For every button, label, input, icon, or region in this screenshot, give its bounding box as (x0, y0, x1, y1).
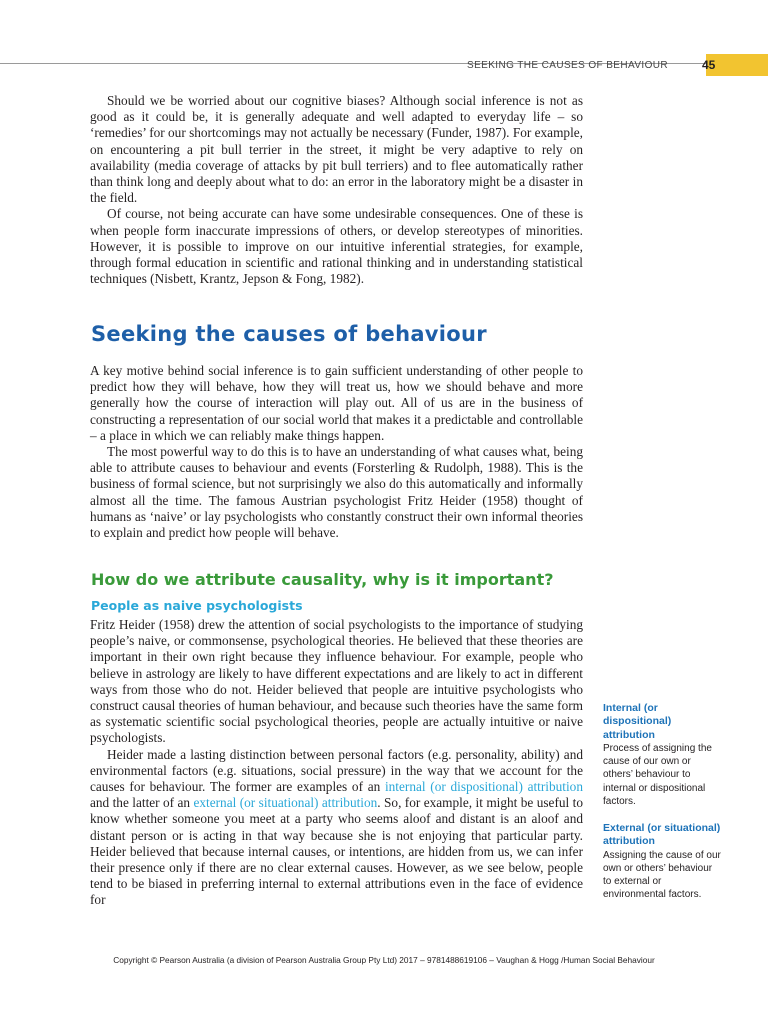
intro-paragraph-2: Of course, not being accurate can have some undesirable consequences. One of these is when people form inaccurate impressions of others, or develop stereotypes of minorities. However, it is possible to improve on our intuitive inferential strategies, for example, through formal education in scientific and rational thinking and in understanding statistical techniques (Nisbett, Krantz, Jepson & Fong, 1982). (90, 206, 583, 287)
intro-block (90, 93, 583, 287)
glossary-definition: Process of assigning the cause of our own or others’ behaviour to internal or dispositional factors. (603, 742, 712, 808)
running-title: SEEKING THE CAUSES OF BEHAVIOUR (467, 60, 668, 71)
glossary-entry-internal (603, 702, 723, 808)
subsubsection-heading: People as naive psychologists (91, 598, 303, 613)
page-number: 45 (702, 58, 716, 72)
glossary-entry-external (603, 822, 723, 902)
glossary-term: External (or situational) attribution (603, 822, 721, 848)
subsection-paragraph-2 (90, 747, 583, 909)
subsection-paragraph-1: Fritz Heider (1958) drew the attention of social psychologists to the importance of studying people’s naive, or commonsense, psychological theories. He believed that these theories are important in their own right because they influence behaviour. For example, people who believe in astrology are likely to have different expectations and are likely to act in different ways from those who do not. Heider believed that people are intuitive psychologists who construct causal theories of human behaviour, and because such theories have the same form as systematic scientific social psychological theories, people are actually intuitive or naive psychologists. (90, 617, 583, 746)
intro-paragraph-1: Should we be worried about our cognitive biases? Although social inference is not as good as it could be, it is generally adequate and well adapted to everyday life – so ‘remedies’ for our shortcomings may not actually be necessary (Funder, 1987). For example, on encountering a pit bull terrier in the street, it might be very adaptive to rely on availability (media coverage of attacks by pit bull terriers) and to flee automatically rather than think long and deeply about what to do: an error in the laboratory might be a disaster in the field. (90, 93, 583, 206)
subsection-block (90, 617, 583, 909)
copyright-footer: Copyright © Pearson Australia (a division of Pearson Australia Group Pty Ltd) 2017 – 9781488619106 – Vaughan & Hogg /Human Social Behaviour (113, 955, 655, 965)
subsection-heading: How do we attribute causality, why is it important? (91, 570, 554, 589)
key-term-external-attribution: external (or situational) attribution (193, 795, 378, 811)
paragraph-text: and the latter of an (90, 795, 194, 811)
section-paragraph-2: The most powerful way to do this is to have an understanding of what causes what, being able to attribute causes to behaviour and events (Forsterling & Rudolph, 1988). This is the business of formal science, but not surprisingly we also do this automatically and informally almost all the time. The famous Austrian psychologist Fritz Heider (1958) thought of humans as ‘naive’ or lay psychologists who constantly construct their own informal theories to explain and predict how people will behave. (90, 444, 583, 541)
key-term-internal-attribution: internal (or dispositional) attribution (384, 779, 583, 795)
paragraph-text: . So, for example, it might be useful to know whether someone you meet at a party who seems aloof and distant is an aloof and distant person or is acting in that way because she is not enjoying that particular party. Heider believed that because internal causes, or intentions, are hidden from us, we can infer their presence only if there are no clear external causes. However, as we see below, people tend to be biased in preferring internal to external attributions even in the face of evidence for (90, 795, 583, 908)
section-heading: Seeking the causes of behaviour (91, 322, 487, 346)
section-block (90, 363, 583, 541)
glossary-term: Internal (or dispositional) attribution (603, 702, 672, 741)
glossary-definition: Assigning the cause of our own or others’ behaviour to external or environmental factors. (603, 849, 721, 901)
section-paragraph-1: A key motive behind social inference is to gain sufficient understanding of other people to predict how they will behave, how they will treat us, how we should behave and more generally how the course of interaction will play out. All of us are in the business of constructing a representation of our social world that makes it a predictable and controllable – a place in which we can reliably make things happen. (90, 363, 583, 443)
paragraph-text: Heider made a lasting distinction between personal factors (e.g. personality, ability) and environmental factors (e.g. situations, social pressure) in the way that we account for the causes for behaviour. The former are examples of an (90, 746, 583, 795)
